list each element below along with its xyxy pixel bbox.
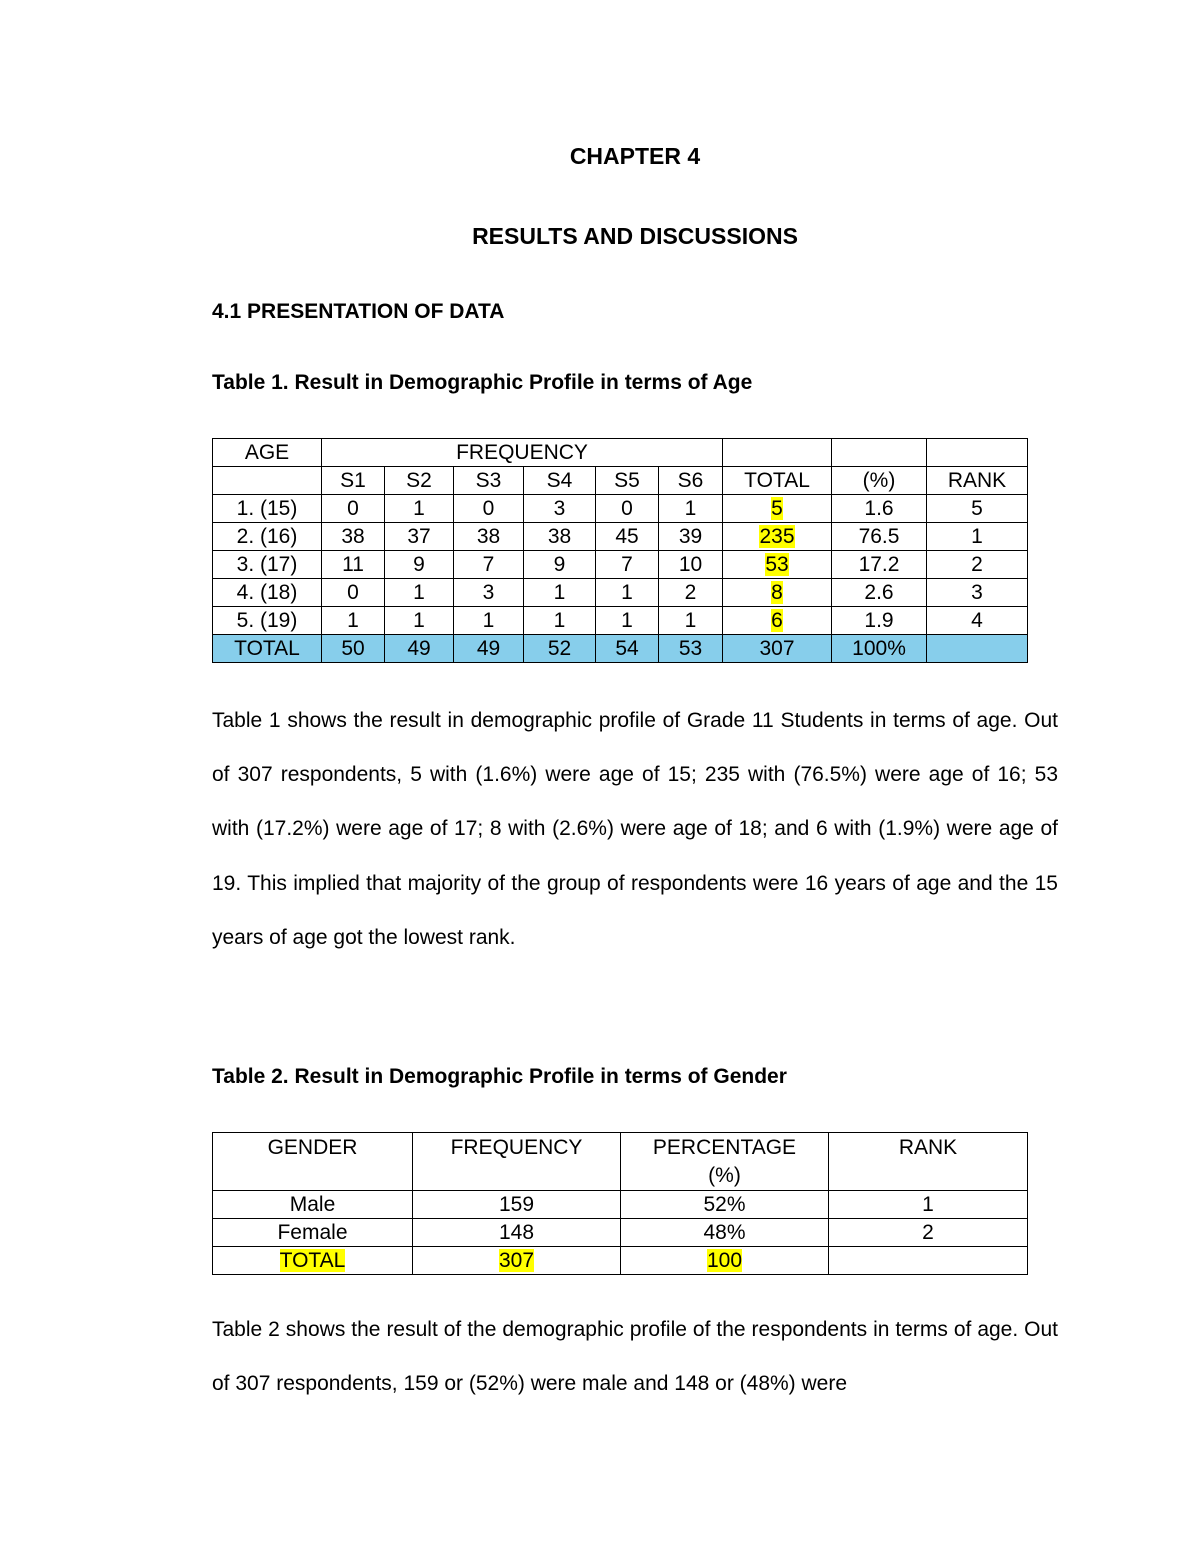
table-row [213, 607, 1028, 635]
subsection-title: 4.1 PRESENTATION OF DATA [212, 300, 505, 323]
table-row [213, 579, 1028, 607]
table1-discussion: Table 1 shows the result in demographic profile of Grade 11 Students in terms of age. Out of 307 respondents, 5 with (1.6%) were age of 15; 235 with (76.5%) were age of 16; 53 with (17.2%) were age of 17; 8 with (2.6%) were age of 18; and 6 with (1.9%) were age of 19. This implied that majority of the group of respondents were 16 years of age and the 15 years of age got the lowest rank. [212, 709, 1058, 949]
s-cell: 1 [596, 579, 659, 607]
rank-cell: 1 [927, 523, 1028, 551]
s-cell: 39 [659, 523, 723, 551]
s-cell: 1 [524, 579, 596, 607]
rank-cell: 3 [927, 579, 1028, 607]
subheader-s2: S2 [385, 467, 454, 495]
highlighted-total: 5 [771, 496, 783, 520]
total-cell [723, 551, 832, 579]
highlighted-total: 235 [759, 524, 795, 548]
frequency-cell: 148 [413, 1219, 621, 1247]
subheader-s5: S5 [596, 467, 659, 495]
subheader-s6: S6 [659, 467, 723, 495]
total-frequency-cell [413, 1247, 621, 1275]
highlighted-total-label: TOTAL [279, 1248, 346, 1272]
s-cell: 1 [596, 607, 659, 635]
subheader-total: TOTAL [723, 467, 832, 495]
total-rank-cell [927, 635, 1028, 663]
s-total-cell: 49 [454, 635, 524, 663]
s-cell: 0 [454, 495, 524, 523]
s-cell: 1 [659, 495, 723, 523]
rank-header: RANK [829, 1133, 1028, 1191]
s-cell: 9 [524, 551, 596, 579]
s-cell: 1 [454, 607, 524, 635]
s-cell: 0 [596, 495, 659, 523]
gender-header: GENDER [213, 1133, 413, 1191]
highlighted-total: 6 [771, 608, 783, 632]
s-cell: 2 [659, 579, 723, 607]
percentage-cell: 48% [621, 1219, 829, 1247]
percentage-header-line2: (%) [708, 1164, 741, 1187]
s-total-cell: 49 [385, 635, 454, 663]
total-label-cell: TOTAL [213, 635, 322, 663]
s-cell: 0 [322, 495, 385, 523]
percentage-header-line1: PERCENTAGE [652, 1136, 797, 1159]
s-cell: 38 [322, 523, 385, 551]
subheader-percent: (%) [832, 467, 927, 495]
s-total-cell: 54 [596, 635, 659, 663]
total-cell [723, 579, 832, 607]
percentage-header [621, 1133, 829, 1191]
s-cell: 0 [322, 579, 385, 607]
s-cell: 45 [596, 523, 659, 551]
frequency-header: FREQUENCY [413, 1133, 621, 1191]
percent-cell: 1.6 [832, 495, 927, 523]
gender-cell: Female [213, 1219, 413, 1247]
rank-cell: 2 [829, 1219, 1028, 1247]
age-table [212, 438, 1028, 663]
s-cell: 3 [454, 579, 524, 607]
frequency-header: FREQUENCY [322, 439, 723, 467]
age-cell: 1. (15) [213, 495, 322, 523]
percentage-cell: 52% [621, 1191, 829, 1219]
age-cell: 2. (16) [213, 523, 322, 551]
s-cell: 37 [385, 523, 454, 551]
highlighted-total: 8 [771, 580, 783, 604]
grand-total-cell: 307 [723, 635, 832, 663]
table2-header-row [213, 1133, 1028, 1191]
empty-header-cell [832, 439, 927, 467]
gender-cell: Male [213, 1191, 413, 1219]
percent-cell: 76.5 [832, 523, 927, 551]
table1-subheader-row [213, 467, 1028, 495]
percent-cell: 2.6 [832, 579, 927, 607]
s-cell: 1 [385, 579, 454, 607]
empty-header-cell [723, 439, 832, 467]
table2-total-row [213, 1247, 1028, 1275]
table-row [213, 1191, 1028, 1219]
empty-header-cell [927, 439, 1028, 467]
s-cell: 3 [524, 495, 596, 523]
total-cell [723, 495, 832, 523]
s-total-cell: 50 [322, 635, 385, 663]
percent-cell: 1.9 [832, 607, 927, 635]
total-percent-cell: 100% [832, 635, 927, 663]
s-total-cell: 53 [659, 635, 723, 663]
subheader-rank: RANK [927, 467, 1028, 495]
subheader-s4: S4 [524, 467, 596, 495]
rank-cell: 5 [927, 495, 1028, 523]
s-cell: 10 [659, 551, 723, 579]
s-cell: 1 [385, 607, 454, 635]
s-cell: 1 [524, 607, 596, 635]
table1-total-row [213, 635, 1028, 663]
table1-caption: Table 1. Result in Demographic Profile in terms of Age [212, 371, 753, 394]
percent-cell: 17.2 [832, 551, 927, 579]
age-cell: 3. (17) [213, 551, 322, 579]
s-cell: 7 [596, 551, 659, 579]
gender-table [212, 1132, 1028, 1275]
age-cell: 4. (18) [213, 579, 322, 607]
total-rank-cell [829, 1247, 1028, 1275]
s-cell: 9 [385, 551, 454, 579]
total-cell [723, 523, 832, 551]
table1-header-row [213, 439, 1028, 467]
total-label-cell [213, 1247, 413, 1275]
highlighted-total: 53 [765, 552, 789, 576]
s-cell: 38 [454, 523, 524, 551]
table-row [213, 1219, 1028, 1247]
total-cell [723, 607, 832, 635]
table-row [213, 523, 1028, 551]
rank-cell: 4 [927, 607, 1028, 635]
rank-cell: 2 [927, 551, 1028, 579]
subheader-s1: S1 [322, 467, 385, 495]
table2-caption: Table 2. Result in Demographic Profile in terms of Gender [212, 1065, 787, 1088]
s-total-cell: 52 [524, 635, 596, 663]
age-header: AGE [213, 439, 322, 467]
table-row [213, 495, 1028, 523]
s-cell: 38 [524, 523, 596, 551]
total-percentage-cell [621, 1247, 829, 1275]
highlighted-total-percentage: 100 [706, 1248, 743, 1272]
frequency-cell: 159 [413, 1191, 621, 1219]
s-cell: 7 [454, 551, 524, 579]
section-title: RESULTS AND DISCUSSIONS [472, 223, 798, 249]
s-cell: 1 [659, 607, 723, 635]
s-cell: 1 [322, 607, 385, 635]
rank-cell: 1 [829, 1191, 1028, 1219]
table-row [213, 551, 1028, 579]
s-cell: 11 [322, 551, 385, 579]
highlighted-total-frequency: 307 [498, 1248, 535, 1272]
subheader-s3: S3 [454, 467, 524, 495]
empty-subheader-cell [213, 467, 322, 495]
age-cell: 5. (19) [213, 607, 322, 635]
s-cell: 1 [385, 495, 454, 523]
chapter-title: CHAPTER 4 [569, 143, 701, 169]
table2-discussion: Table 2 shows the result of the demographic profile of the respondents in terms of age. Out of 307 respondents, 159 or (52%) were male and 148 or (48%) were [212, 1318, 1058, 1396]
